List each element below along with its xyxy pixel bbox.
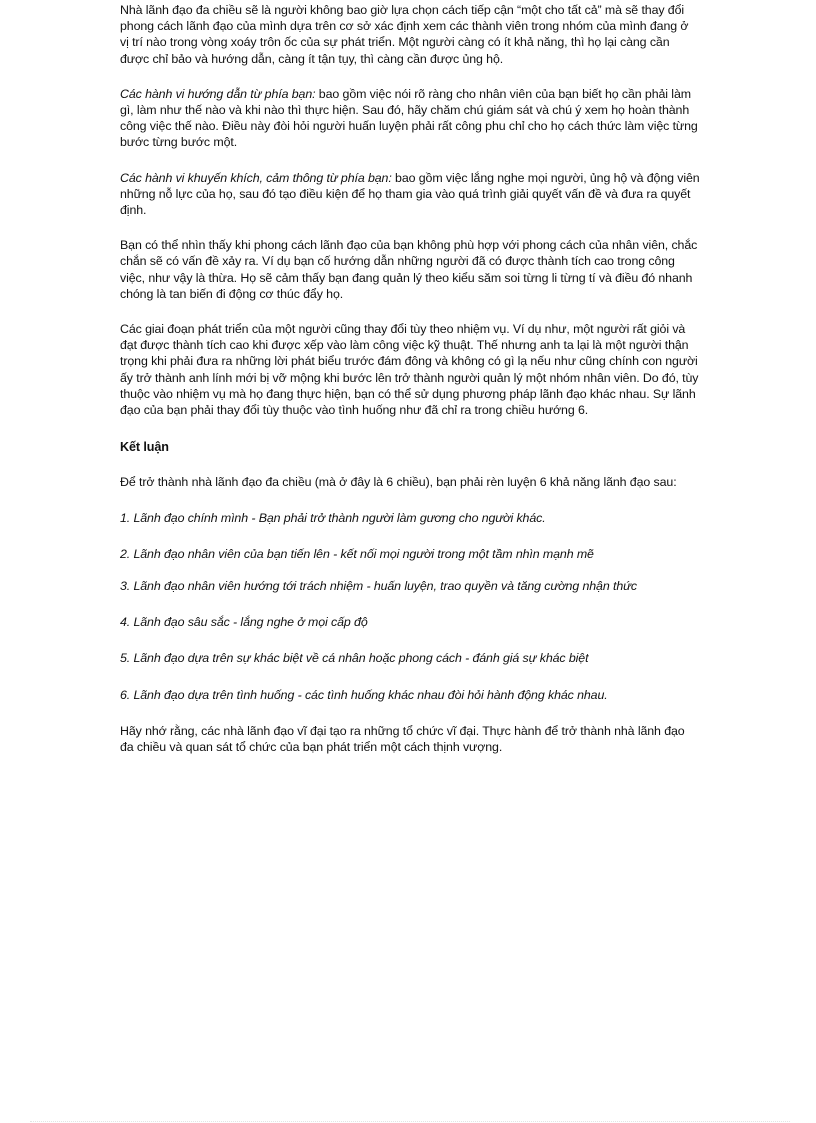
leadership-item-4: 4. Lãnh đạo sâu sắc - lắng nghe ở mọi cấp độ bbox=[120, 615, 368, 630]
paragraph-style-mismatch: Bạn có thể nhìn thấy khi phong cách lãnh đạo của bạn không phù hợp với phong cách của nhân viên, chắc chắn sẽ có vấn đề xảy ra. Ví dụ bạn cố hướng dẫn những người đã có được thành tích cao trong công việc, như vậy là thừa. Họ sẽ cảm thấy bạn đang quản lý theo kiểu săm soi từng li từng tí và điều đó nhanh chóng là tan biến đi động cơ thúc đẩy họ. bbox=[120, 238, 698, 301]
supportive-behaviors-lead: Các hành vi khuyến khích, cảm thông từ phía bạn: bbox=[120, 170, 392, 185]
leadership-item-1: 1. Lãnh đạo chính mình - Bạn phải trở thành người làm gương cho người khác. bbox=[120, 510, 546, 525]
leadership-item-6: 6. Lãnh đạo dựa trên tình huống - các tình huống khác nhau đòi hỏi hành động khác nhau. bbox=[120, 687, 608, 702]
paragraph-directive-behaviors bbox=[120, 86, 700, 151]
conclusion-heading: Kết luận bbox=[120, 440, 169, 455]
leadership-item-5: 5. Lãnh đạo dựa trên sự khác biệt về cá nhân hoặc phong cách - đánh giá sự khác biệt bbox=[120, 651, 589, 666]
paragraph-supportive-behaviors bbox=[120, 170, 700, 219]
document-page bbox=[120, 2, 700, 755]
supportive-behaviors-body: bao gồm việc lắng nghe mọi người, ủng hộ và động viên những nỗ lực của họ, sau đó tạo điều kiện để họ tham gia vào quá trình giải quyết vấn đề và đưa ra quyết định. bbox=[120, 170, 700, 218]
directive-behaviors-body: bao gồm việc nói rõ ràng cho nhân viên của bạn biết họ cần phải làm gì, làm như thế nào và khi nào thì thực hiện. Sau đó, hãy chăm chú giám sát và chú ý xem họ hoàn thành công việc thế nào. Điều này đòi hỏi người huấn luyện phải rất công phu chỉ cho họ cách thức làm việc từng bước từng bước một. bbox=[120, 86, 698, 150]
leadership-item-3: 3. Lãnh đạo nhân viên hướng tới trách nhiệm - huấn luyện, trao quyền và tăng cường nhận thức bbox=[120, 579, 637, 594]
directive-behaviors-lead: Các hành vi hướng dẫn từ phía bạn: bbox=[120, 86, 316, 101]
paragraph-development-stages: Các giai đoạn phát triển của một người cũng thay đổi tùy theo nhiệm vụ. Ví dụ như, một người rất giỏi và đạt được thành tích cao khi được xếp vào làm công việc kỹ thuật. Thế nhưng anh ta lại là một người thận trọng khi phải đưa ra những lời phát biểu trước đám đông và không có gì lạ nếu như cũng chính con người ấy trở thành anh lính mới bị vỡ mộng khi bước lên trở thành người quản lý một nhóm nhân viên. Do đó, tùy thuộc vào nhiệm vụ mà họ đang thực hiện, bạn có thể sử dụng phương pháp lãnh đạo khác nhau. Sự lãnh đạo của bạn phải thay đổi tùy thuộc vào tình huống như đã chỉ ra trong chiều hướng 6. bbox=[120, 322, 699, 418]
leadership-item-2: 2. Lãnh đạo nhân viên của bạn tiến lên - kết nối mọi người trong một tầm nhìn mạnh mẽ bbox=[120, 546, 594, 561]
conclusion-closing: Hãy nhớ rằng, các nhà lãnh đạo vĩ đại tạo ra những tổ chức vĩ đại. Thực hành để trở thành nhà lãnh đạo đa chiều và quan sát tổ chức của bạn phát triển một cách thịnh vượng. bbox=[120, 723, 685, 755]
paragraph-multidimensional-leader: Nhà lãnh đạo đa chiều sẽ là người không bao giờ lựa chọn cách tiếp cận “một cho tất cả” mà sẽ thay đổi phong cách lãnh đạo của mình dựa trên cơ sở xác định xem các thành viên trong nhóm của mình đang ở vị trí nào trong vòng xoáy trôn ốc của sự phát triển. Một người càng có ít khả năng, thì họ lại càng cần được chỉ bảo và hướng dẫn, càng ít tận tụy, thì càng cần được ủng hộ. bbox=[120, 3, 689, 66]
conclusion-intro: Để trở thành nhà lãnh đạo đa chiều (mà ở đây là 6 chiều), bạn phải rèn luyện 6 khả năng lãnh đạo sau: bbox=[120, 475, 677, 490]
